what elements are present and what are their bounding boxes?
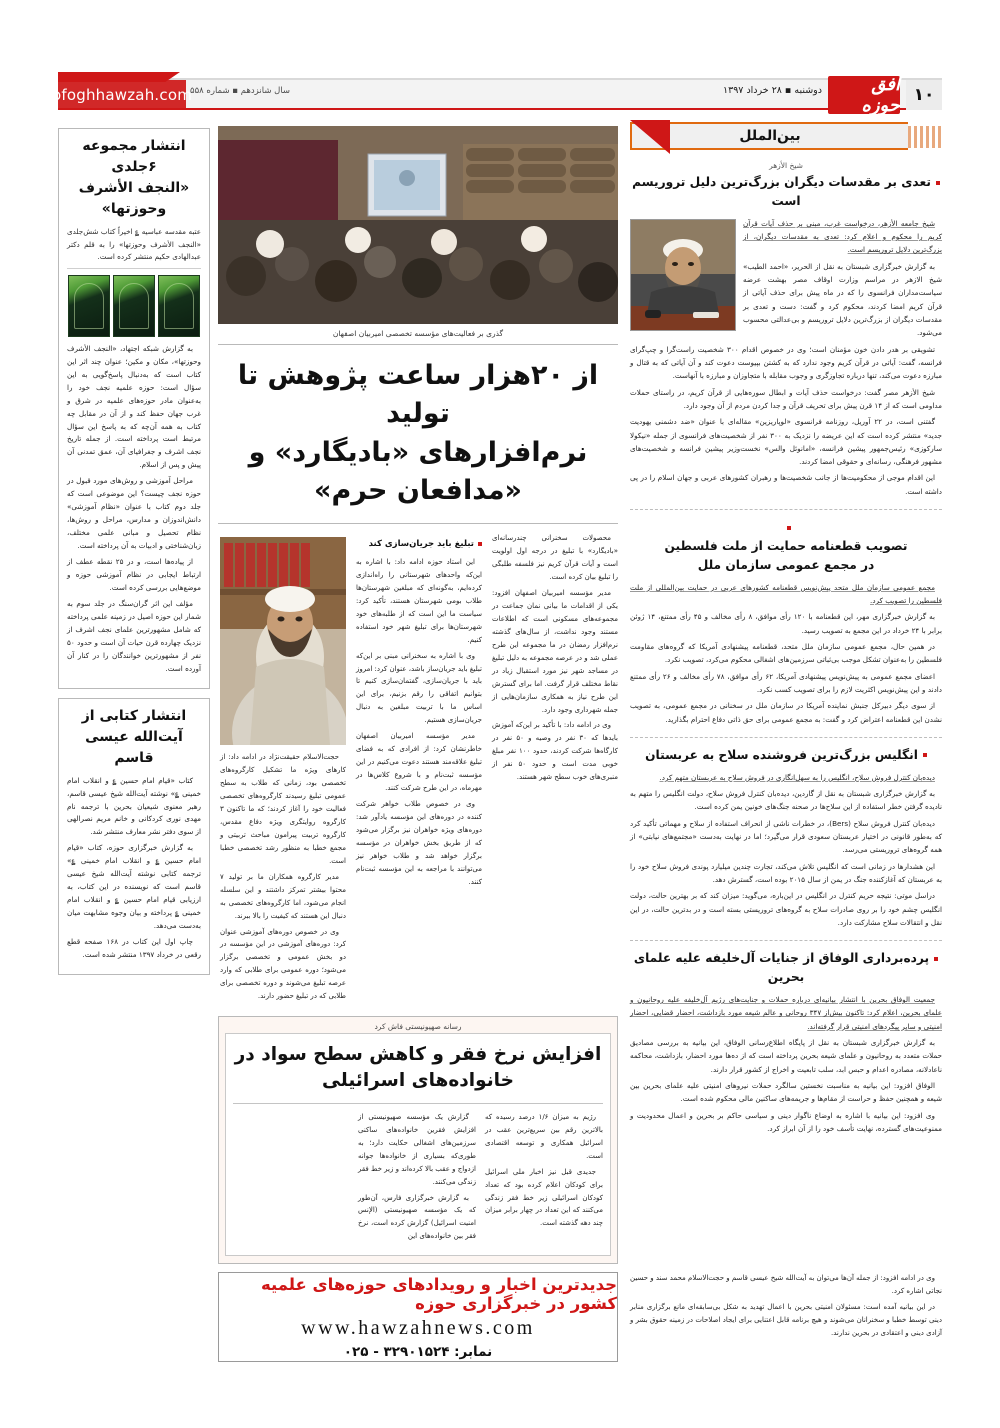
paragraph: به گزارش خبرگزاری حوزه، کتاب «قیام امام حسین ؏ و انقلاب امام خمینی ؏» ترجمه کتابی نوشته آیت‌الله شیخ عیسی قاسم است که نویسنده در این کتاب، به ارزیابی قیام امام حسین ؏ و انقلاب امام خمینی ؏ پرداخته و بیان وجوه مشابهت میان به‌دست می‌دهد. xyxy=(67,843,201,931)
paragraph: به گزارش خبرگزاری شبستان به نقل از گاردین، دیده‌بان کنترل فروش سلاح، دولت انگلیس را متهم به نادیده گرفتن خطر استفاده از این سلاح‌ها در صحنه جنگ‌های خونین یمن کرده است. xyxy=(630,789,942,812)
ad-tagline: جدیدترین اخبار و رویدادهای حوزه‌های علمیه کشور در خبرگزاری حوزه xyxy=(260,1274,617,1313)
paragraph: دیده‌بان کنترل فروش سلاح (Bers)، در خطرات ناشی از انحراف استفاده از سلاح و مهماتی تأکید کرد که به‌طور قانونی در اختیار عربستان سعودی قرار می‌گیرد؛ اما در نهایت به‌دست «مجتمع‌های نیابتی» از همه گروه‌های تروریستی می‌رسد. xyxy=(630,818,942,855)
section-label: بین‌الملل xyxy=(739,128,801,144)
paragraph: به گزارش خبرگزاری مهر، این قطعنامه با ۱۲۰ رأی موافق، ۸ رأی مخالف و ۴۵ رأی ممتنع، ۱۴ ژوئن برابر با ۲۴ خرداد در این مجمع به تصویب رسید. xyxy=(630,612,942,635)
left-column xyxy=(58,128,210,984)
page-number: ۱۰ xyxy=(906,80,942,110)
paragraph: در همین حال، مجمع عمومی سازمان ملل متحد، قطعنامه پیشنهادی آمریکا که گروه‌های مقاومت فلسطین را به‌عنوان تشکل موجب بی‌ثباتی سرزمین‌های اشغالی محکوم می‌کرد، تصویب نکرد. xyxy=(630,642,942,665)
paragraph: کتاب «قیام امام حسین ؏ و انقلاب امام خمینی ؏» نوشته آیت‌الله شیخ عیسی قاسم، رهبر معنوی شیعیان بحرین با ترجمه نام مهدی نوری کردکانی و خانم مریم نصرالهی از سوی دفتر نشر معارف منتشر شد. xyxy=(67,775,201,837)
main-headline xyxy=(218,345,618,524)
left-article-isa-qasim xyxy=(58,698,210,975)
paragraph: مراحل آموزشی و روش‌های مورد قبول در حوزه نجف چیست؟ این موضوعی است که جلد دوم کتاب با عنوان «نظام آموزشی» دانش‌اندوزان و مدارس، مراحل و روش‌ها، نظام تحصیل و مبانی علمی مختلف، زبان‌شناختی و ادبیات به آن پرداخته است. xyxy=(67,476,201,551)
feature-article-israel xyxy=(218,1016,618,1264)
paragraph: مدیر کارگروه همکاران ما بر تولید ۷ محتوا بیشتر تمرکز داشتند و این سلسله انجام می‌شود، اما کارگروه‌های تخصصی به دنبال این هستند که کیفیت را بالا ببرند. xyxy=(220,872,346,920)
article-headline: تعدی بر مقدسات دیگران بزرگ‌ترین دلیل تروریسم است xyxy=(630,173,942,211)
article-body xyxy=(630,771,942,929)
paragraph: به گزارش شبکه اجتهاد، «النجف الأشرف وحوزتها»، مکان و مکین؛ عنوان چند اثر این کتاب است که به‌دنبال پاسخ‌گویی به این سؤال است: حوزه علمیه نجف خود را به‌عنوان مادر حوزه‌های علمیه در شرق و غرب جهان حفظ کند و از آن در مقابل چه کتاب به همه آن‌چه که به پاسخ این سؤال مرتبط است پرداخته است. از جمله تاریخ نجف اشرف و جغرافیای آن، عمق تمدنی آن پیش و پس از اسلام. xyxy=(67,343,201,470)
feature-headline: افزایش نرخ فقر و کاهش سطح سواد در خانواده‌های اسرائیلی xyxy=(233,1042,603,1104)
lead-photo-graphic xyxy=(218,126,618,324)
najaf-body xyxy=(67,343,201,676)
paragraph: تشویقی بر هدر دادن خون مؤمنان است؛ وی در خصوص اقدام ۳۰۰ شخصیت راست‌گرا و چپ‌گرای فرانسه، گفت: آیاتی در قرآن کریم وجود ندارد که به کشتن بپیوست دعوت کند و آن آیاتی که به قتال و مبارزه دعوت می‌کند، تنها درباره تجاوزگری و وجوب مقابله با متجاوزان و مبارزه با آنهاست. xyxy=(630,344,942,381)
isa-qasim-body xyxy=(67,775,201,962)
section-tab-body xyxy=(630,122,908,150)
paragraph: مدیر مؤسسه امیربیان اصفهان افزود: یکی از اقدامات ما بیانی نمان جماعت در مجموعه‌های مسکونی است که اطلاعات مستند وجود نداشت، از سال‌های گذشته نرم‌افزار رمضان در ما مجموعه این طرح عملی شد و در عرصه مجموعه به دلیل تبلیغ در مساجد شهر نیز مورد استقبال زیاد در نقاط مختلف قرار گرفت. اما برای گسترش این طرح نیاز به همکاری سازمان‌هایی از جمله شهرداری وجود دارد. xyxy=(492,589,618,714)
center-body-col-2 xyxy=(356,532,482,1006)
article-uk-arms-saudi xyxy=(630,746,942,941)
main-headline-line2: نرم‌افزارهای «بادیگارد» و «مدافعان حرم» xyxy=(248,436,588,506)
paragraph: به گزارش خبرگزاری فارس، آن‌طور که یک مؤسسه صهیونیستی (الإنس امنیت اسرائیل) گزارش کرده است، نرخ فقر بین خانواده‌های این xyxy=(358,1193,476,1241)
article-lead: شیخ جامعه الأزهر، درخواست غرب، مبنی بر حذف آیات قرآن کریم را محکوم و اعلام کرد: تعدی به مقدسات دیگران، از بزرگ‌ترین دلایل تروریسم است. xyxy=(743,218,942,255)
left-article-isa-qasim-title xyxy=(67,706,201,769)
section-stripes-decoration xyxy=(908,126,942,148)
article-headline: انگلیس بزرگ‌ترین فروشنده سلاح به عربستان xyxy=(630,746,942,765)
site-url[interactable]: ofoghhawzah.com xyxy=(58,80,186,110)
paragraph: محصولات سخنرانی چندرسانه‌ای «بادیگارد» با تبلیغ در درجه اول اولویت است و آیات قرآن کریم نیز فلسفه طلبگی را تبلیغ بیان کرده است. xyxy=(492,534,618,582)
footer-advertisement[interactable] xyxy=(218,1272,618,1362)
left-article-najaf xyxy=(58,128,210,689)
main-headline-line1: از ۲۰هزار ساعت پژوهش تا تولید xyxy=(237,360,599,430)
sheikh-portrait-graphic xyxy=(631,220,735,330)
article-lead: دیده‌بان کنترل فروش سلاح، انگلیس را به سهل‌انگاری در فروش سلاح به عربستان متهم کرد. xyxy=(659,772,935,782)
paragraph: در این بیانیه آمده است: مسئولان امنیتی بحرین با اعمال تهدید به شکل بی‌سابقه‌ای مانع برگزاری منابر دینی توسط خطبا و سخنرانان می‌شوند و هیچ برنامه قابل اعتنایی برای ایجاد اصلاحات در زمینه حقوق بشر و آزادی دینی و اعتقادی در بحرین ندارند. xyxy=(630,1302,942,1337)
center-article-body xyxy=(218,524,618,1006)
paragraph: وی در ادامه افزود: از جمله آن‌ها می‌توان به آیت‌الله شیخ عیسی قاسم و حجت‌الاسلام محمد سند و حسین نجاتی اشاره کرد. xyxy=(630,1274,942,1295)
isa-qasim-title-line2: آیت‌الله عیسی قاسم xyxy=(85,728,183,766)
right-column-continuation xyxy=(630,1272,942,1343)
paragraph: به گزارش خبرگزاری شبستان به نقل از الحریر، «احمد الطیب» شیخ الازهر در مراسم وزارت اوقاف مصر بهشت عرضه سیاست‌مداران فرانسوی را که در ماه پیش برای حذف آیاتی از قرآن کریم امضا کردند، محکوم کرد و گفت: دست و تعدی بر مقدسات دیگران از بزرگ‌ترین دلایل تروریسم و بی‌عدالتی محسوب می‌شود. xyxy=(743,261,942,338)
book-cover-image xyxy=(68,275,110,337)
article-headline: پرده‌برداری الوفاق از جنایات آل‌خلیفه علیه علمای بحرین xyxy=(630,949,942,987)
paragraph: دراسل موتی: نتیجه حریم کنترل در انگلیس در این‌باره، می‌گوید: میزان کند که بر بهترین حالت، دولت انگلیس چشم خود را بر روی صادرات سلاح به گروه‌های تروریستی بسته است و در بدترین حالت، در این نقل و انتقالات سلاح مشارکت دارد. xyxy=(630,891,942,927)
paragraph: الوفاق افزود: این بیانیه به مناسبت نخستین سالگرد حملات نیروهای امنیتی علیه علمای بحرین بین شیعه و همچنین حفظ و حراست از مقام‌ها و جریمه‌های ساکنین مالی محکوم شده است. xyxy=(630,1080,942,1104)
paragraph: وی در خصوص دوره‌های آموزشی عنوان کرد: دوره‌های آموزشی در این مؤسسه در دو بخش عمومی و تخصصی برگزار می‌شود؛ دوره عمومی برای طلابی که وارد عرصه تبلیغ می‌شوند و دوره تخصصی برای طلابی که در تبلیغ حضور دارند. xyxy=(220,927,346,1001)
article-azhar-terrorism xyxy=(630,161,942,510)
center-column xyxy=(218,126,618,1264)
najaf-lead: عتبه مقدسه عباسیه ؏ اخیراً کتاب شش‌جلدی «النجف الأشرف وحوزتها» را به قلم دکتر عبدالهادی حکیم منتشر کرده است. xyxy=(67,226,201,269)
portrait-graphic xyxy=(220,537,346,745)
date-line: دوشنبه ▪ ۲۸ خرداد ۱۳۹۷ xyxy=(723,85,822,96)
center-body-col-1 xyxy=(492,532,618,1006)
headline-line1: تصویب قطعنامه حمایت از ملت فلسطین xyxy=(664,538,908,553)
paragraph: گزارش یک مؤسسه صهیونیستی از افزایش فقرین خانواده‌های ساکنی سرزمین‌های اشغالی حکایت دارد؛ به طوری‌که بسیاری از خانواده‌ها جوانه ازدواج و عقب بالا کرده‌اند و زیر خط فقر زندگی می‌کنند. xyxy=(358,1112,476,1186)
paragraph: از پیاده‌ها است، و در ۲۵ نقطه عطف از ارتباط ایجابی در نظام آموزشی حوزه و موضع‌هایی بررسی کرده است. xyxy=(67,557,201,592)
paragraph: وی افزود: این بیانیه با اشاره به اوضاع ناگوار دینی و سیاسی حاکم بر بحرین و اعمال محدودیت و ممنوعیت‌های گسترده، نهایت تأسف خود را از آن ابراز کرد. xyxy=(630,1110,942,1133)
feature-body-col-1 xyxy=(485,1111,603,1246)
paragraph: اعضای مجمع عمومی به پیش‌نویس پیشنهادی آمریکا، ۶۲ رأی موافق، ۷۸ رأی مخالف و ۲۶ رأی ممتنع دادند و این پیش‌نویس اکثریت لازم را برای تصویب کسب نکرد. xyxy=(630,671,942,694)
paragraph: به گزارش خبرگزاری شبستان به نقل از پایگاه اطلاع‌رسانی الوفاق، این بیانیه به بررسی مصادیق حملات متعدد به روحانیون و علمای شیعه بحرین پرداخته است که از ده‌ها مورد احضار، بازداشت، محاکمه ناعادلانه، مصادره اعدام و حبس ابد، سلب تابعیت و اخراج از کشور قرار دارند. xyxy=(630,1038,942,1074)
lead-photo-conference xyxy=(218,126,618,324)
issue-line: سال شانزدهم ▪ شماره ۵۵۸ xyxy=(190,86,291,96)
paragraph: این اقدام موجی از محکومیت‌ها از جانب شخصیت‌ها و رهبران کشورهای عربی و جهان اسلام را در پی داشته است. xyxy=(630,473,942,496)
najaf-title-line1: انتشار مجموعه ۶جلدی xyxy=(82,138,186,175)
paragraph: این هشدارها در زمانی است که انگلیس تلاش می‌کند، تجارت چندین میلیارد پوندی فروش سلاح خود را به عربستان که آغازکننده جنگ در یمن از سال ۲۰۱۵ بوده است، گسترش دهد. xyxy=(630,861,942,884)
feature-kicker: رسانه صهیونیستی فاش کرد xyxy=(374,1022,462,1032)
isa-qasim-title-line1: انتشار کتابی از xyxy=(81,707,187,724)
paragraph: چاپ اول این کتاب در ۱۶۸ صفحه قطع رقعی در خرداد ۱۳۹۷ منتشر شده است. xyxy=(67,937,201,959)
feature-body-col-2 xyxy=(358,1111,476,1246)
article-lead: مجمع عمومی سازمان ملل متحد پیش‌نویس قطعنامه کشورهای عربی در حمایت بین‌المللی از ملت فلسطین را تصویب کرد. xyxy=(630,582,942,606)
paragraph: وی در ادامه داد: با تأکید بر این‌که آموزش باید‌ها که ۳۰ نفر در وصیه و ۵۰ نفر در کارگاه‌ها شرکت کردند، حدود ۱۰۰ نفر مبلغ خوبی مدت است و حدود ۵۰ نفر از منبری‌های خوب سطح شهر هستند. xyxy=(492,721,618,782)
portrait-photo-cleric xyxy=(220,537,346,745)
masthead xyxy=(0,72,1000,118)
article-kicker: شیخ الأزهر xyxy=(769,161,803,170)
paragraph: رژیم به میزان ۱/۶ درصد رسیده که بالاترین رقم بین سریع‌ترین عقب در اسرائیل همکاری و توسعه اقتصادی است. xyxy=(485,1112,603,1160)
section-header-international xyxy=(630,120,942,154)
book-cover-strip xyxy=(67,275,201,337)
paragraph: وی با اشاره به سخنرانی مبنی بر این‌که تبلیغ باید جریان‌ساز باشد، عنوان کرد: امروز باید با جریان‌سازی، گفتمان‌سازی کنیم تا بتوانیم اتفاقی را رقم بزنیم، برای این اساس ما با تربیت مبلغین به دنبال جریان‌سازی هستیم. xyxy=(356,651,482,725)
paragraph: از سوی دیگر دبیرکل جنبش نماینده آمریکا در سازمان ملل در سخنانی در مجمع عمومی، به تصویب نشدن این قطعنامه اعتراض کرد و گفت: به مجمع عمومی برای حق ذاتی دفاع احترام بگذارید. xyxy=(630,701,942,724)
article-alwefaq-bahrain xyxy=(630,949,942,1146)
article-lead: جمعیت الوفاق بحرین با انتشار بیانیه‌ای درباره حملات و جنایت‌های رژیم آل‌خلیفه علیه روحانیون و علمای بحرین، اعلام کرد: تاکنون بیش‌از ۳۴۷ روحانی و عالم شیعه مورد بازداشت، احضار قضایی، احضار امنیتی و سایر پیگردهای امنیتی قرار گرفته‌اند. xyxy=(630,995,942,1031)
article-body xyxy=(630,993,942,1135)
left-article-najaf-title xyxy=(67,136,201,220)
ad-website-url[interactable]: www.hawzahnews.com xyxy=(301,1316,535,1339)
article-photo-sheikh xyxy=(630,219,736,331)
ad-fax-number: نمابر: ۳۲۹۰۱۵۲۴ - ۰۲۵ xyxy=(343,1343,493,1360)
article-headline xyxy=(630,518,942,575)
book-cover-image xyxy=(158,275,200,337)
paragraph: شیخ الأزهر مصر گفت: درخواست حذف آیات و ابطال سوره‌هایی از قرآن کریم، در راستای حملات مداومی است که از ۱۴ قرن پیش برای تحریف قرآن و جدا کردن مردم از آن وجود دارد. xyxy=(630,387,942,410)
article-palestine-resolution xyxy=(630,518,942,738)
right-column xyxy=(630,120,942,1154)
headline-line2: در مجمع عمومی سازمان ملل xyxy=(697,557,875,572)
paragraph: وی در خصوص طلاب خواهر شرکت کننده در دوره‌های این مؤسسه یادآور شد: دوره‌های ویژه خواهران نیز برگزار می‌شود که از طریق بخش خواهران در مؤسسه برگزار خواهد شد و طلاب خواهر نیز می‌توانند با مراجعه به این مؤسسه ثبت‌نام کنند. xyxy=(356,799,482,886)
paragraph: مدیر مؤسسه امیربیان اصفهان خاطرنشان کرد: از افرادی که به فضای تبلیغ علاقه‌مند هستند دعوت می‌کنیم در این مؤسسه ثبت‌نام و با شروع کلاس‌ها در مهرماه، در این طرح شرکت کنند. xyxy=(356,732,482,792)
article-body xyxy=(630,581,942,726)
paragraph: حجت‌الاسلام حقیقت‌نژاد در ادامه داد: از کارهای ویژه ما تشکیل کارگروه‌های تخصصی بود، زمانی که طلاب به سطح عمومی تبلیغ رسیدند کارگروه‌های تخصصی فعالیت خود را آغاز کردند؛ که ما تاکنون ۳ کارگروه روایتگری ویژه دفاع مقدس، کارگروه تربیت پیرامون مباحث تربیتی و مجمع خطبا به منظور رشد تخصصی خطبا است. xyxy=(220,753,346,865)
paragraph: این استاد حوزه ادامه داد: با اشاره به این‌که واحدهای شهرستانی را راه‌اندازی کرده‌ایم، به‌گونه‌ای که مبلغین شهرستان‌ها طلاب بومی شهرستان هستند، تأکید کرد: سیاست ما این است که از طلبه‌های خود شهرستان‌ها برای تبلیغ شهر خود استفاده کنیم. xyxy=(356,558,482,644)
feature-body xyxy=(233,1111,603,1246)
lead-photo-caption: گذری بر فعالیت‌های مؤسسه تخصصی امیربیان اصفهان xyxy=(218,324,618,345)
najaf-title-line2: «النجف الأشرف وحوزتها» xyxy=(78,180,190,217)
paragraph: گفتنی است، در ۲۲ آوریل، روزنامه فرانسوی «لوپاریزین» مقاله‌ای با عنوان «ضد دشمنی یهودیت جدید» منتشر کرده است که این عریضه را نزدیک به ۳۰۰ نفر از شخصیت‌های فرانسوی از جمله «نیکولا سارکوزی» رئیس‌جمهور پیشین فرانسه، «امانوئل والس» نخست‌وزیر پیشین فرانسه و شخصیت‌های مشهور فرهنگی، رسانه‌ای و حقوقی امضا کردند. xyxy=(630,417,942,467)
center-subheading: تبلیغ باید جریان‌سازی کند xyxy=(356,537,482,553)
center-body-col-3 xyxy=(220,532,346,1006)
paragraph: جدیدی قبل نیز اخبار ملی اسرائیل برای کودکان اعلام کرده بود که تعداد کودکان اسرائیلی زیر خط فقر زندگی می‌کنند که این تعداد در چهار برابر میزان چند دهه گذشته است. xyxy=(485,1167,603,1228)
book-cover-image xyxy=(113,275,155,337)
feature-inner xyxy=(225,1033,611,1256)
paragraph: مؤلف این اثر گران‌سنگ در جلد سوم به شمار این حوزه اصیل در زمینه علمی پرداخته که شامل مشهورترین علمای نجف اشرف از نزدیک چهارده قرن حیات آن است و حدود ۵۰ نفر از مشهورترین خوانندگان را در کنار آن آورده است. xyxy=(67,598,201,673)
newspaper-logo: افق حوزه xyxy=(828,76,900,114)
